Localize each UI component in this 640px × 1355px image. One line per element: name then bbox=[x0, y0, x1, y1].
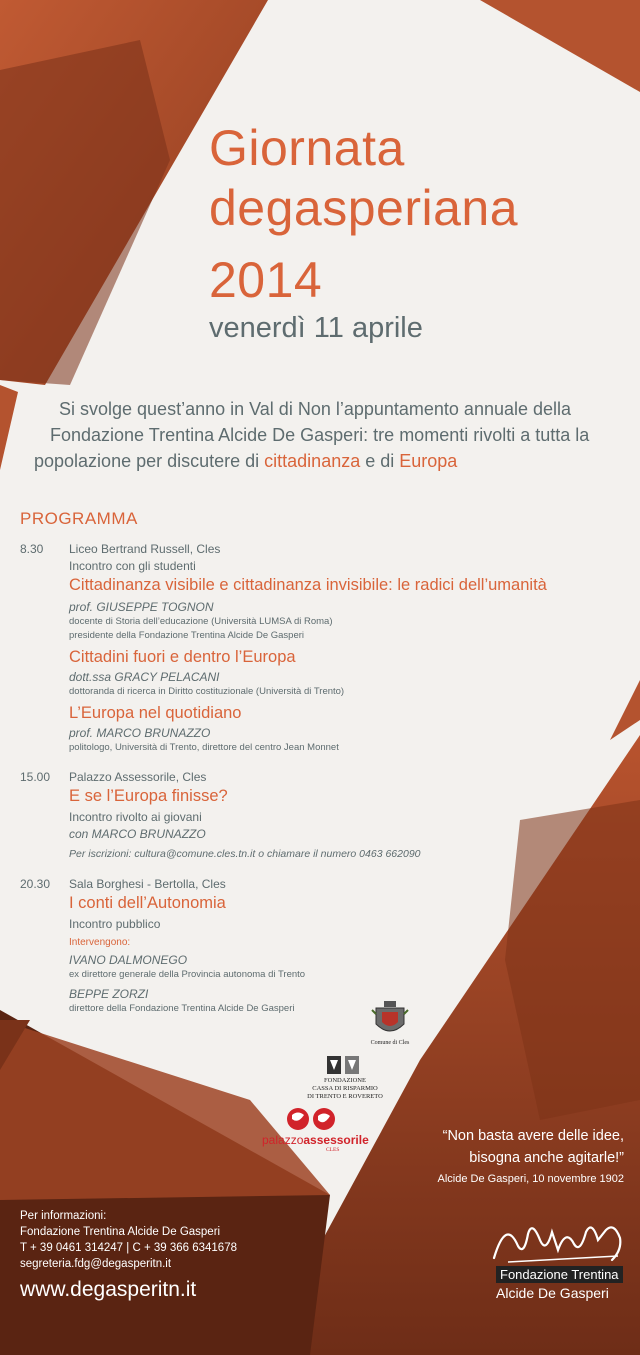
photo-panel-top-right bbox=[480, 0, 640, 92]
palazzo-cles: CLES bbox=[326, 1147, 340, 1153]
palazzo-emblem-icon bbox=[262, 1106, 362, 1132]
session1-subtitle: Incontro con gli studenti bbox=[69, 559, 196, 573]
highlight-cittadinanza: cittadinanza bbox=[264, 451, 361, 471]
cassa-line-3: DI TRENTO E ROVERETO bbox=[307, 1093, 383, 1100]
highlight-europa: Europa bbox=[399, 451, 458, 471]
talk-2-role: dottoranda di ricerca in Diritto costituzionale (Università di Trento) bbox=[69, 686, 345, 697]
title-line-2: degasperiana bbox=[209, 180, 519, 236]
cassa-line-1: FONDAZIONE bbox=[324, 1077, 366, 1084]
foundation-logo-line-1: Fondazione Trentina bbox=[496, 1266, 623, 1283]
session2-registration-note: Per iscrizioni: cultura@comune.cles.tn.it o chiamare il numero 0463 662090 bbox=[69, 848, 421, 860]
comune-cles-caption: Comune di Cles bbox=[370, 1040, 410, 1046]
quote-line-1: “Non basta avere delle idee, bbox=[442, 1128, 624, 1144]
palazzo-word: palazzo bbox=[262, 1133, 304, 1147]
talk-1-role-1: docente di Storia dell’educazione (Università LUMSA di Roma) bbox=[69, 616, 333, 627]
talk-3-role: politologo, Università di Trento, direttore del centro Jean Monnet bbox=[69, 742, 339, 753]
session3-title: I conti dell’Autonomia bbox=[69, 894, 226, 912]
session1-venue: Liceo Bertrand Russell, Cles bbox=[69, 542, 221, 556]
title-line-1: Giornata bbox=[209, 120, 405, 176]
photo-panel-right-band bbox=[610, 680, 640, 740]
cassa-line-2: CASSA DI RISPARMIO bbox=[312, 1085, 378, 1092]
quote-attribution: Alcide De Gasperi, 10 novembre 1902 bbox=[437, 1173, 624, 1185]
session3-venue: Sala Borghesi - Bertolla, Cles bbox=[69, 877, 226, 891]
title-line-3: 2014 bbox=[209, 252, 323, 308]
session2-time: 15.00 bbox=[20, 770, 51, 784]
intro-line-3-start: popolazione per discutere di bbox=[34, 451, 265, 471]
intro-line-2: Fondazione Trentina Alcide De Gasperi: tre momenti rivolti a tutta la bbox=[50, 425, 590, 445]
foundation-logo-line-2: Alcide De Gasperi bbox=[496, 1285, 609, 1301]
quote bbox=[443, 1125, 624, 1169]
talk-3-title: L’Europa nel quotidiano bbox=[69, 704, 242, 722]
comune-cles-logo bbox=[366, 1000, 414, 1050]
website-link[interactable]: www.degasperitn.it bbox=[20, 1278, 197, 1301]
intervengono-label: Intervengono: bbox=[69, 937, 131, 948]
talk-1-title: Cittadinanza visibile e cittadinanza invisibile: le radici dell’umanità bbox=[69, 576, 547, 594]
session2-title: E se l’Europa finisse? bbox=[69, 787, 228, 805]
info-email[interactable]: segreteria.fdg@degasperitn.it bbox=[20, 1258, 172, 1270]
programma-heading: PROGRAMMA bbox=[20, 509, 138, 528]
foundation-logo bbox=[488, 1210, 628, 1320]
quote-line-2: bisogna anche agitarle!” bbox=[469, 1150, 624, 1166]
intro-paragraph bbox=[34, 396, 624, 474]
session3-subtitle: Incontro pubblico bbox=[69, 917, 161, 931]
assessorile-word: assessorile bbox=[303, 1133, 369, 1147]
coat-of-arms-icon bbox=[366, 1000, 414, 1040]
palazzo-wordmark bbox=[262, 1133, 369, 1147]
talk-2-title: Cittadini fuori e dentro l’Europa bbox=[69, 648, 296, 666]
fondazione-cassa-logo bbox=[300, 1054, 390, 1104]
session3-time: 20.30 bbox=[20, 877, 51, 891]
talk-1-role-2: presidente della Fondazione Trentina Alcide De Gasperi bbox=[69, 630, 305, 641]
contact-info bbox=[20, 1208, 237, 1272]
event-date: venerdì 11 aprile bbox=[209, 312, 423, 344]
signature-icon bbox=[488, 1210, 628, 1266]
session2-subtitle: Incontro rivolto ai giovani bbox=[69, 810, 202, 824]
session2-venue: Palazzo Assessorile, Cles bbox=[69, 770, 207, 784]
session3-speaker-1: IVANO DALMONEGO bbox=[69, 953, 188, 967]
palazzo-assessorile-logo bbox=[262, 1106, 369, 1156]
session3-speaker-2: BEPPE ZORZI bbox=[69, 987, 149, 1001]
intro-line-3 bbox=[34, 448, 624, 474]
info-org: Fondazione Trentina Alcide De Gasperi bbox=[20, 1226, 221, 1238]
talk-3-speaker: prof. MARCO BRUNAZZO bbox=[69, 726, 211, 740]
session3-speaker-1-role: ex direttore generale della Provincia autonoma di Trento bbox=[69, 969, 306, 980]
bank-crest-icon bbox=[300, 1054, 390, 1076]
info-phones: T + 39 0461 314247 | C + 39 366 6341678 bbox=[20, 1242, 237, 1254]
intro-line-1: Si svolge quest’anno in Val di Non l’appuntamento annuale della bbox=[59, 399, 572, 419]
session1-time: 8.30 bbox=[20, 542, 44, 556]
info-heading: Per informazioni: bbox=[20, 1210, 107, 1222]
session2-speaker: con MARCO BRUNAZZO bbox=[69, 827, 206, 841]
intro-line-3-mid: e di bbox=[360, 451, 400, 471]
talk-1-speaker: prof. GIUSEPPE TOGNON bbox=[69, 600, 214, 614]
talk-2-speaker: dott.ssa GRACY PELACANI bbox=[69, 670, 220, 684]
photo-panel-top-left-shade bbox=[0, 40, 170, 385]
session3-speaker-2-role: direttore della Fondazione Trentina Alcide De Gasperi bbox=[69, 1003, 295, 1014]
photo-panel-left-strip bbox=[0, 385, 18, 470]
